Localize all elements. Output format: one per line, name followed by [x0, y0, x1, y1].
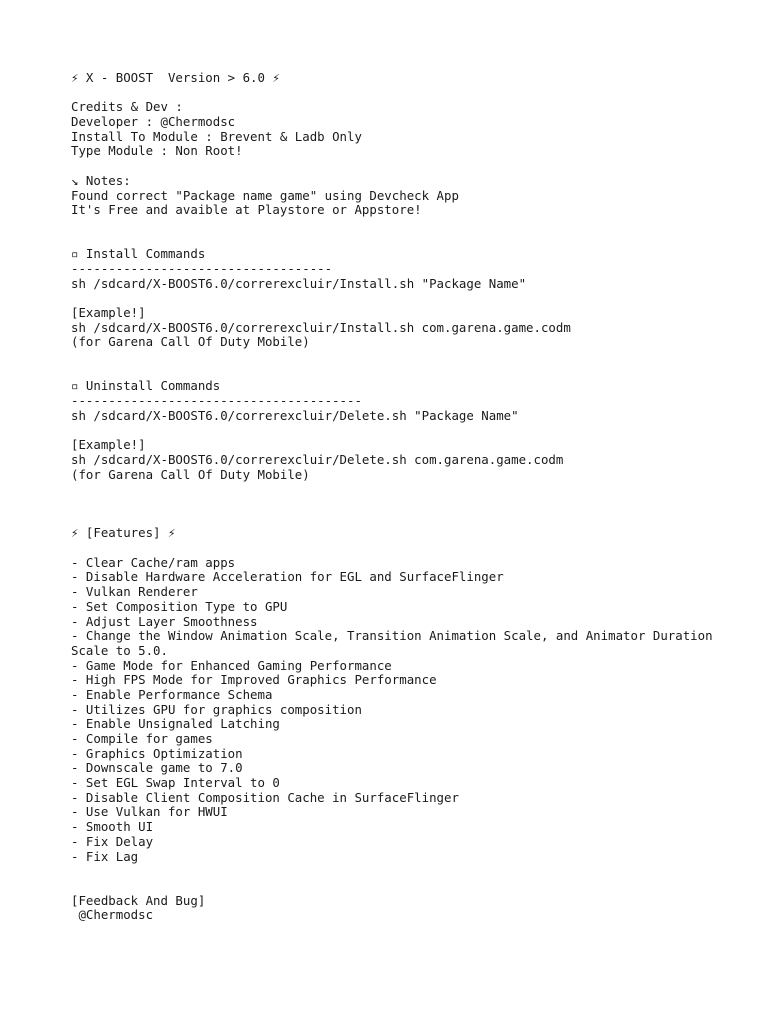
notes-heading: ↘ Notes: — [71, 172, 131, 188]
feature-item: - Disable Client Composition Cache in SurfaceFlinger — [71, 789, 459, 805]
feedback-section — [71, 894, 731, 923]
install-divider: ----------------------------------- — [71, 260, 333, 276]
feature-item: - Adjust Layer Smoothness — [71, 613, 258, 629]
install-command: sh /sdcard/X-BOOST6.0/correrexcluir/Install.sh "Package Name" — [71, 275, 527, 291]
feature-item: - Vulkan Renderer — [71, 584, 198, 600]
document-body — [71, 71, 731, 923]
notes-line-2: It's Free and avaible at Playstore or Appstore! — [71, 202, 422, 218]
feature-item: - Game Mode for Enhanced Gaming Performance — [71, 657, 392, 673]
feature-item: - Clear Cache/ram apps — [71, 554, 236, 570]
spacer — [71, 541, 731, 556]
developer-line: Developer : @Chermodsc — [71, 114, 236, 130]
title-line: ⚡ X - BOOST Version > 6.0 ⚡ — [71, 70, 280, 85]
features-list — [71, 556, 731, 864]
feature-item: - Utilizes GPU for graphics composition — [71, 701, 362, 717]
feature-item: - Set Composition Type to GPU — [71, 598, 288, 614]
feature-item: - Graphics Optimization — [71, 745, 243, 761]
notes-line-1: Found correct "Package name game" using Devcheck App — [71, 187, 459, 203]
feature-item: - Fix Delay — [71, 833, 154, 849]
uninstall-command: sh /sdcard/X-BOOST6.0/correrexcluir/Delete.sh "Package Name" — [71, 407, 519, 423]
spacer — [71, 86, 731, 101]
spacer — [71, 218, 731, 247]
feature-item: - Enable Performance Schema — [71, 686, 273, 702]
feedback-heading: [Feedback And Bug] — [71, 892, 206, 908]
feature-item: - Compile for games — [71, 731, 213, 747]
install-example-note: (for Garena Call Of Duty Mobile) — [71, 334, 310, 350]
credits-section — [71, 100, 731, 159]
notes-section — [71, 174, 731, 218]
feature-item: - Smooth UI — [71, 819, 154, 835]
install-example-label: [Example!] — [71, 305, 146, 321]
features-heading: ⚡ [Features] ⚡ — [71, 525, 176, 541]
install-heading: ▫ Install Commands — [71, 246, 206, 262]
feature-item: - Disable Hardware Acceleration for EGL and SurfaceFlinger — [71, 569, 504, 585]
uninstall-example-command: sh /sdcard/X-BOOST6.0/correrexcluir/Delete.sh com.garena.game.codm — [71, 451, 564, 467]
spacer — [71, 864, 731, 893]
feature-item: - Fix Lag — [71, 848, 139, 864]
install-to-line: Install To Module : Brevent & Ladb Only — [71, 128, 362, 144]
uninstall-section — [71, 379, 731, 482]
install-section — [71, 247, 731, 350]
uninstall-divider: --------------------------------------- — [71, 393, 362, 409]
feature-item: - Set EGL Swap Interval to 0 — [71, 775, 280, 791]
features-section — [71, 526, 731, 864]
feature-item: - Change the Window Animation Scale, Transition Animation Scale, and Animator Duration Scale to 5.0. — [71, 628, 721, 658]
feature-item: - Use Vulkan for HWUI — [71, 804, 228, 820]
spacer — [71, 159, 731, 174]
spacer — [71, 424, 731, 439]
feature-item: - Downscale game to 7.0 — [71, 760, 243, 776]
spacer — [71, 350, 731, 379]
feature-item: - Enable Unsignaled Latching — [71, 716, 280, 732]
spacer — [71, 291, 731, 306]
spacer — [71, 482, 731, 526]
feedback-contact: @Chermodsc — [71, 907, 154, 923]
uninstall-example-note: (for Garena Call Of Duty Mobile) — [71, 466, 310, 482]
feature-item: - High FPS Mode for Improved Graphics Performance — [71, 672, 437, 688]
install-example-command: sh /sdcard/X-BOOST6.0/correrexcluir/Install.sh com.garena.game.codm — [71, 319, 571, 335]
type-module-line: Type Module : Non Root! — [71, 143, 243, 159]
uninstall-heading: ▫ Uninstall Commands — [71, 378, 221, 394]
uninstall-example-label: [Example!] — [71, 437, 146, 453]
credits-heading: Credits & Dev : — [71, 99, 183, 115]
